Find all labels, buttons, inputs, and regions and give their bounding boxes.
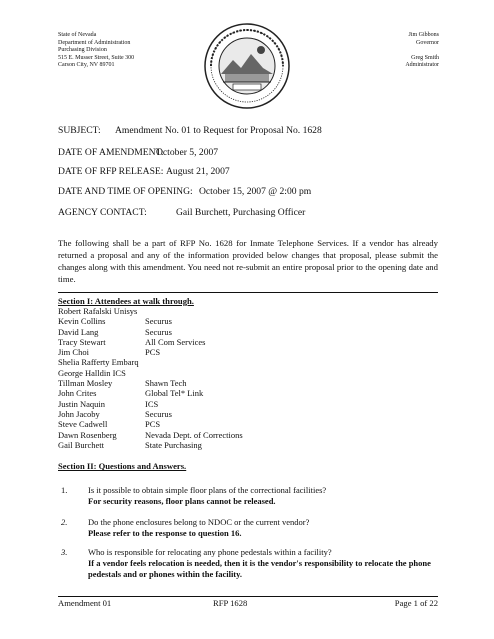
attendee-company: PCS bbox=[145, 419, 161, 430]
attendee-name: Tracy Stewart bbox=[58, 336, 106, 347]
address-line: 515 E. Musser Street, Suite 300 bbox=[58, 54, 135, 61]
attendee-name: Dawn Rosenberg bbox=[58, 429, 117, 440]
release-date-value: August 21, 2007 bbox=[166, 166, 230, 177]
attendee-company: Securus bbox=[145, 316, 172, 327]
agency-address bbox=[58, 32, 188, 70]
subject-line bbox=[58, 125, 322, 136]
footer-divider bbox=[58, 596, 438, 597]
attendee-company: Securus bbox=[145, 326, 172, 337]
attendee-name: John Crites bbox=[58, 388, 97, 399]
answer-text: Please refer to the response to question 16. bbox=[88, 528, 242, 538]
attendee-company: ICS bbox=[145, 398, 159, 409]
attendee-name: Gail Burchett bbox=[58, 439, 105, 450]
question-text: Is it possible to obtain simple floor plans of the correctional facilities? bbox=[88, 485, 327, 495]
question-text: Do the phone enclosures belong to NDOC or the current vendor? bbox=[88, 517, 310, 527]
attendee-company: State Purchasing bbox=[145, 439, 202, 450]
question-number: 3. bbox=[61, 547, 68, 557]
amendment-date-line bbox=[58, 147, 218, 158]
attendee-name: Jim Choi bbox=[58, 347, 89, 358]
opening-date-line bbox=[58, 186, 311, 197]
footer-amendment: Amendment 01 bbox=[58, 598, 112, 608]
attendee-company: Securus bbox=[145, 408, 172, 419]
agency-contact-label: AGENCY CONTACT: bbox=[58, 207, 147, 218]
section-2-title: Section II: Questions and Answers. bbox=[58, 461, 187, 471]
opening-date-value: October 15, 2007 @ 2:00 pm bbox=[199, 186, 312, 197]
intro-paragraph: The following shall be a part of RFP No. 1628 for Inmate Telephone Services. If a vendor has already returned a proposal and any of the information provided below changes that proposal, please submit the changes along with this amendment. You need not re-submit an entire proposal prior to the opening date and time. bbox=[58, 238, 438, 284]
answer-text: For security reasons, floor plans cannot be released. bbox=[88, 496, 276, 506]
attendee-company: PCS bbox=[145, 347, 161, 358]
release-date-label: DATE OF RFP RELEASE: bbox=[58, 166, 164, 177]
question-number: 2. bbox=[61, 517, 68, 527]
section-1-title: Section I: Attendees at walk through. bbox=[58, 296, 194, 306]
attendee-company: Global Tel* Link bbox=[145, 388, 204, 399]
attendee-name: Kevin Collins bbox=[58, 316, 106, 327]
attendee-company: Shawn Tech bbox=[145, 378, 187, 389]
address-line: Purchasing Division bbox=[58, 47, 107, 53]
opening-date-label: DATE AND TIME OF OPENING: bbox=[58, 186, 193, 197]
attendee-name: Robert Rafalski Unisys bbox=[58, 306, 138, 316]
attendee-name: Tillman Mosley bbox=[58, 378, 113, 389]
question-text: Who is responsible for relocating any phone pedestals within a facility? bbox=[88, 547, 332, 557]
attendee-name: Shelia Rafferty Embarq bbox=[58, 357, 139, 368]
attendee-name: Justin Naquin bbox=[58, 398, 105, 409]
attendee-company: All Com Services bbox=[145, 336, 206, 347]
administrator-name: Greg Smith bbox=[411, 54, 439, 61]
agency-contact-line bbox=[58, 207, 305, 218]
attendee-company: Nevada Dept. of Corrections bbox=[145, 429, 243, 440]
attendee-name: John Jacoby bbox=[58, 408, 100, 419]
governor-title: Governor bbox=[416, 39, 439, 46]
question-number: 1. bbox=[61, 485, 68, 495]
answer-text: If a vendor feels relocation is needed, then it is the vendor's responsibility to relocate the phone pedestals and or phones within the facility. bbox=[88, 558, 431, 579]
release-date-line bbox=[58, 166, 230, 177]
section-divider bbox=[58, 292, 438, 293]
address-line: Department of Administration bbox=[58, 39, 131, 46]
amendment-date-label: DATE OF AMENDMENT: bbox=[58, 147, 164, 158]
attendee-name: David Lang bbox=[58, 326, 99, 337]
subject-value: Amendment No. 01 to Request for Proposal No. 1628 bbox=[115, 125, 322, 136]
attendee-name: Steve Cadwell bbox=[58, 419, 108, 430]
officials-block bbox=[329, 32, 439, 70]
address-line: Carson City, NV 89701 bbox=[58, 62, 115, 68]
governor-name: Jim Gibbons bbox=[408, 32, 439, 38]
amendment-date-value: October 5, 2007 bbox=[156, 147, 219, 158]
agency-contact-value: Gail Burchett, Purchasing Officer bbox=[176, 207, 306, 218]
address-line: State of Nevada bbox=[58, 32, 97, 38]
footer-page-number: Page 1 of 22 bbox=[394, 598, 438, 608]
subject-label: SUBJECT: bbox=[58, 125, 101, 136]
footer-rfp: RFP 1628 bbox=[213, 598, 248, 608]
administrator-title: Administrator bbox=[405, 62, 439, 68]
attendee-name: George Halldin ICS bbox=[58, 367, 126, 378]
state-seal-icon bbox=[203, 22, 291, 110]
spacer-line bbox=[329, 47, 439, 55]
